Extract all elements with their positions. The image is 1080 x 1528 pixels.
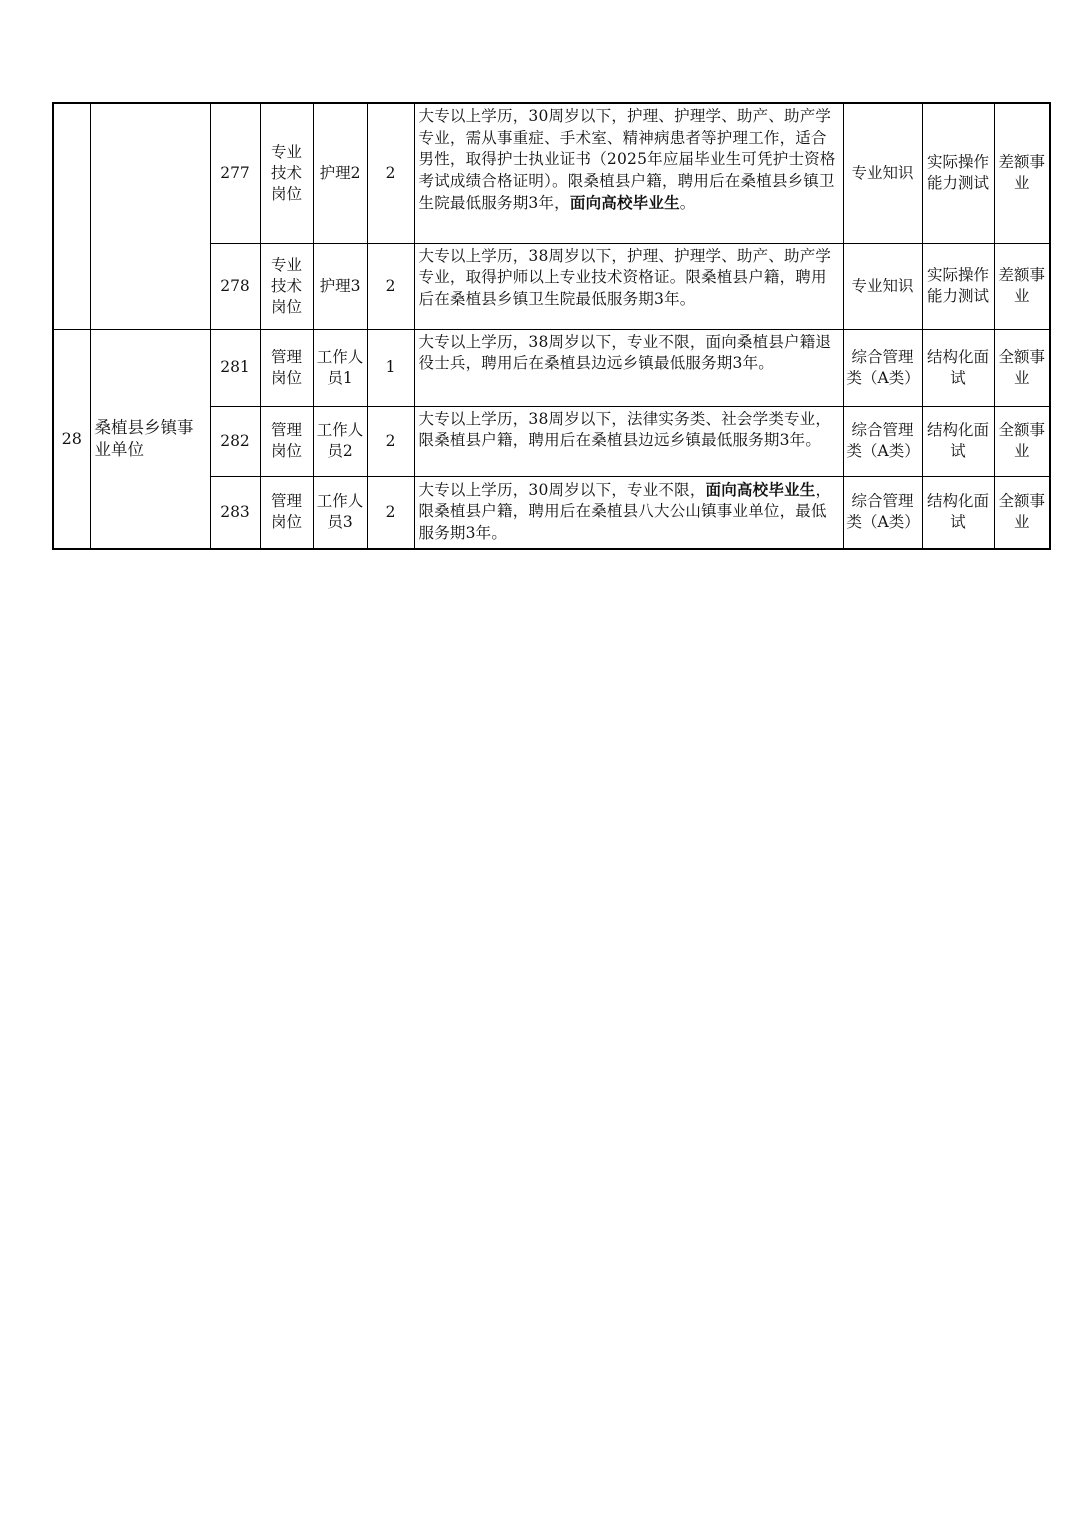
requirements-text: 大专以上学历，38周岁以下，法律实务类、社会学类专业，限桑植县户籍，聘用后在桑植县边远乡镇最低服务期3年。 — [418, 409, 832, 449]
requirements-text: 大专以上学历，38周岁以下，护理、护理学、助产、助产学专业，取得护师以上专业技术资格证。限桑植县户籍，聘用后在桑植县乡镇卫生院最低服务期3年。 — [418, 246, 832, 308]
requirements — [414, 243, 843, 329]
requirements-text-end: ，限桑植县户籍，聘用后在桑植县八大公山镇事业单位，最低服务期3年。 — [418, 480, 832, 542]
requirements-highlight: 面向高校毕业生 — [569, 193, 680, 212]
post-category: 专业技术岗位 — [260, 103, 313, 243]
unit-cell-continued — [90, 103, 210, 329]
hire-count: 2 — [367, 476, 414, 549]
group-seq: 28 — [53, 329, 90, 549]
requirements-text-end: 。 — [679, 194, 696, 212]
post-category: 管理岗位 — [260, 406, 313, 476]
hire-count: 2 — [367, 103, 414, 243]
post-name: 护理3 — [313, 243, 367, 329]
written-exam: 专业知识 — [843, 243, 922, 329]
post-name: 工作人员1 — [313, 329, 367, 406]
requirements — [414, 476, 843, 549]
written-exam: 综合管理类（A类） — [843, 406, 922, 476]
post-code: 281 — [210, 329, 260, 406]
post-category: 专业技术岗位 — [260, 243, 313, 329]
requirements — [414, 329, 843, 406]
unit-name: 桑植县乡镇事业单位 — [90, 329, 210, 549]
written-exam: 综合管理类（A类） — [843, 329, 922, 406]
post-name: 工作人员2 — [313, 406, 367, 476]
requirements-text: 大专以上学历，30周岁以下，专业不限， — [418, 480, 706, 499]
table-row — [53, 103, 1050, 243]
interview-method: 结构化面试 — [922, 476, 994, 549]
post-code: 278 — [210, 243, 260, 329]
hire-count: 2 — [367, 243, 414, 329]
post-code: 283 — [210, 476, 260, 549]
funding-type: 差额事业 — [994, 243, 1050, 329]
requirements-highlight: 面向高校毕业生 — [705, 479, 816, 499]
seq-cell-continued — [53, 103, 90, 329]
written-exam: 综合管理类（A类） — [843, 476, 922, 549]
post-category: 管理岗位 — [260, 476, 313, 549]
funding-type: 全额事业 — [994, 329, 1050, 406]
table-row — [53, 329, 1050, 406]
requirements — [414, 103, 843, 243]
recruitment-table — [52, 102, 1051, 550]
interview-method: 结构化面试 — [922, 329, 994, 406]
post-name: 工作人员3 — [313, 476, 367, 549]
post-name: 护理2 — [313, 103, 367, 243]
requirements — [414, 406, 843, 476]
post-category: 管理岗位 — [260, 329, 313, 406]
post-code: 282 — [210, 406, 260, 476]
requirements-text: 大专以上学历，30周岁以下，护理、护理学、助产、助产学专业，需从事重症、手术室、精神病患者等护理工作，适合男性，取得护士执业证书（2025年应届毕业生可凭护士资格考试成绩合格证明）。限桑植县户籍，聘用后在桑植县乡镇卫生院最低服务期3年， — [418, 107, 836, 212]
funding-type: 全额事业 — [994, 406, 1050, 476]
interview-method: 实际操作能力测试 — [922, 243, 994, 329]
interview-method: 结构化面试 — [922, 406, 994, 476]
post-code: 277 — [210, 103, 260, 243]
hire-count: 2 — [367, 406, 414, 476]
requirements-text: 大专以上学历，38周岁以下，专业不限，面向桑植县户籍退役士兵，聘用后在桑植县边远乡镇最低服务期3年。 — [418, 332, 832, 372]
hire-count: 1 — [367, 329, 414, 406]
funding-type: 全额事业 — [994, 476, 1050, 549]
funding-type: 差额事业 — [994, 103, 1050, 243]
interview-method: 实际操作能力测试 — [922, 103, 994, 243]
written-exam: 专业知识 — [843, 103, 922, 243]
